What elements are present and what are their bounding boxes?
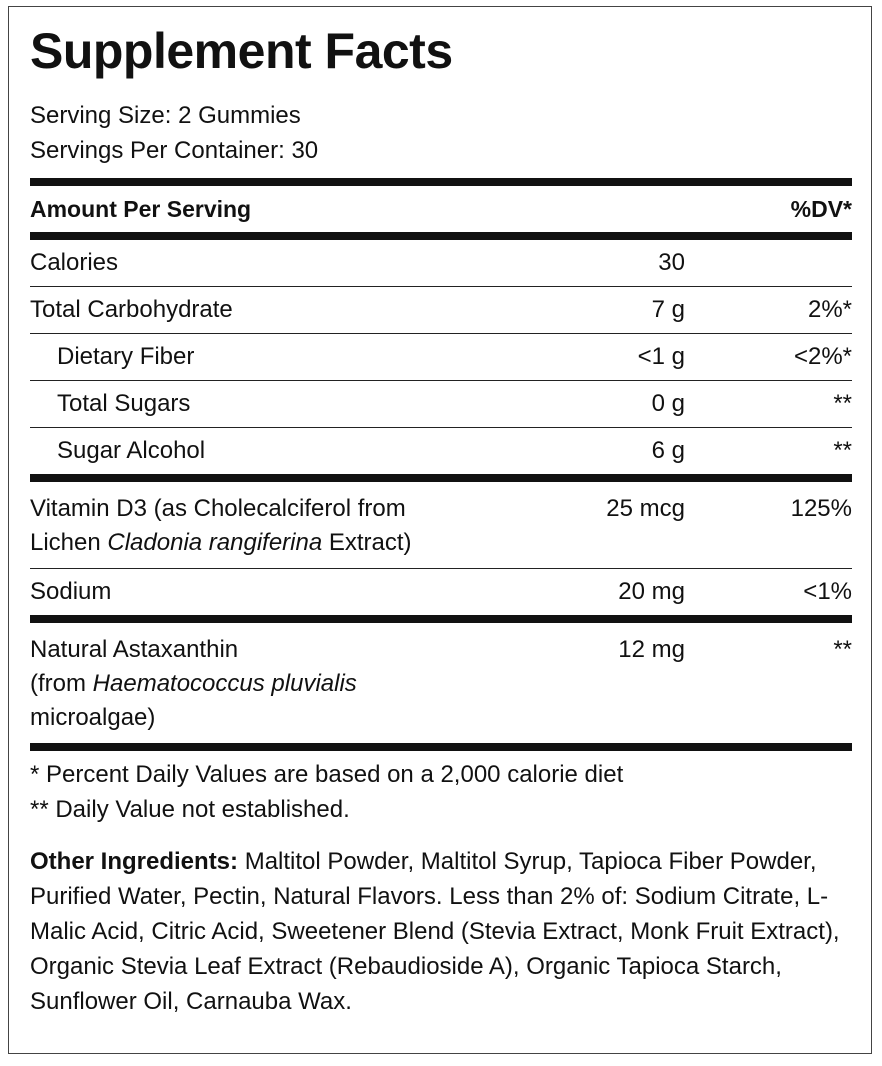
dv-label: %DV*: [790, 195, 852, 222]
nutrient-name: Calories: [30, 249, 119, 276]
name-line: Vitamin D3 (as Cholecalciferol from: [30, 495, 406, 522]
nutrient-row-astaxanthin: [30, 623, 852, 743]
nutrient-name: Total Carbohydrate: [30, 296, 233, 323]
nutrient-name: Dietary Fiber: [57, 343, 195, 370]
nutrient-name: [30, 492, 510, 560]
nutrient-dv: **: [833, 636, 852, 663]
nutrient-name: Sugar Alcohol: [57, 437, 206, 464]
nutrient-name: [30, 633, 510, 735]
name-text: Extract): [322, 529, 412, 556]
amount-per-serving-label: Amount Per Serving: [30, 195, 252, 222]
footnotes: [30, 751, 852, 827]
divider-thick: [30, 232, 852, 240]
nutrient-dv: <2%*: [793, 343, 852, 370]
other-ingredients-label: Other Ingredients:: [30, 848, 239, 875]
nutrient-row-sugar-alcohol: [30, 428, 852, 474]
panel-content: [30, 7, 852, 1019]
nutrient-row-sodium: [30, 569, 852, 615]
nutrient-amount: 12 mg: [618, 636, 685, 663]
divider-thick: [30, 178, 852, 186]
nutrient-amount: 0 g: [651, 390, 685, 417]
divider-thick: [30, 615, 852, 623]
name-text: (from: [30, 670, 93, 697]
nutrient-name: Total Sugars: [57, 390, 191, 417]
supplement-facts-panel: [8, 6, 872, 1054]
latin-name: Cladonia rangiferina: [107, 529, 323, 556]
nutrient-row-calories: [30, 240, 852, 286]
header-row: [30, 186, 852, 232]
nutrient-row-total-sugars: [30, 381, 852, 427]
nutrient-amount: 20 mg: [618, 578, 685, 605]
nutrient-dv: **: [833, 390, 852, 417]
name-line: Natural Astaxanthin: [30, 636, 239, 663]
footnote-dv: * Percent Daily Values are based on a 2,000 calorie diet: [30, 761, 624, 788]
nutrient-name: Sodium: [30, 578, 112, 605]
panel-title: Supplement Facts: [30, 23, 453, 79]
servings-per-container: Servings Per Container: 30: [30, 137, 319, 164]
nutrient-amount: 30: [658, 249, 685, 276]
nutrient-amount: 25 mcg: [606, 495, 685, 522]
nutrient-dv: **: [833, 437, 852, 464]
footnote-not-established: ** Daily Value not established.: [30, 796, 350, 823]
divider-thick: [30, 743, 852, 751]
other-ingredients-text: Maltitol Powder, Maltitol Syrup, Tapioca Fiber Powder, Purified Water, Pectin, Natural Flavors. Less than 2% of: Sodium Citrate, L-Malic Acid, Citric Acid, Sweetener Blend (Stevia Extract, Monk Fruit Extract), Organic Stevia Leaf Extract (Rebaudioside A), Organic Tapioca Starch, Sunflower Oil, Carnauba Wax.: [30, 848, 840, 1015]
nutrient-dv: 125%: [790, 495, 852, 522]
name-text: Lichen: [30, 529, 108, 556]
nutrient-amount: <1 g: [637, 343, 685, 370]
name-line: microalgae): [30, 704, 156, 731]
nutrient-row-dietary-fiber: [30, 334, 852, 380]
nutrient-dv: <1%: [803, 578, 852, 605]
latin-name: Haematococcus pluvialis: [92, 670, 357, 697]
serving-size: Serving Size: 2 Gummies: [30, 102, 301, 129]
nutrient-amount: 6 g: [651, 437, 685, 464]
divider-thick: [30, 474, 852, 482]
nutrient-amount: 7 g: [651, 296, 685, 323]
nutrient-row-vitamin-d3: [30, 482, 852, 568]
nutrient-dv: 2%*: [807, 296, 852, 323]
other-ingredients: [30, 844, 852, 1019]
nutrient-row-total-carbohydrate: [30, 287, 852, 333]
